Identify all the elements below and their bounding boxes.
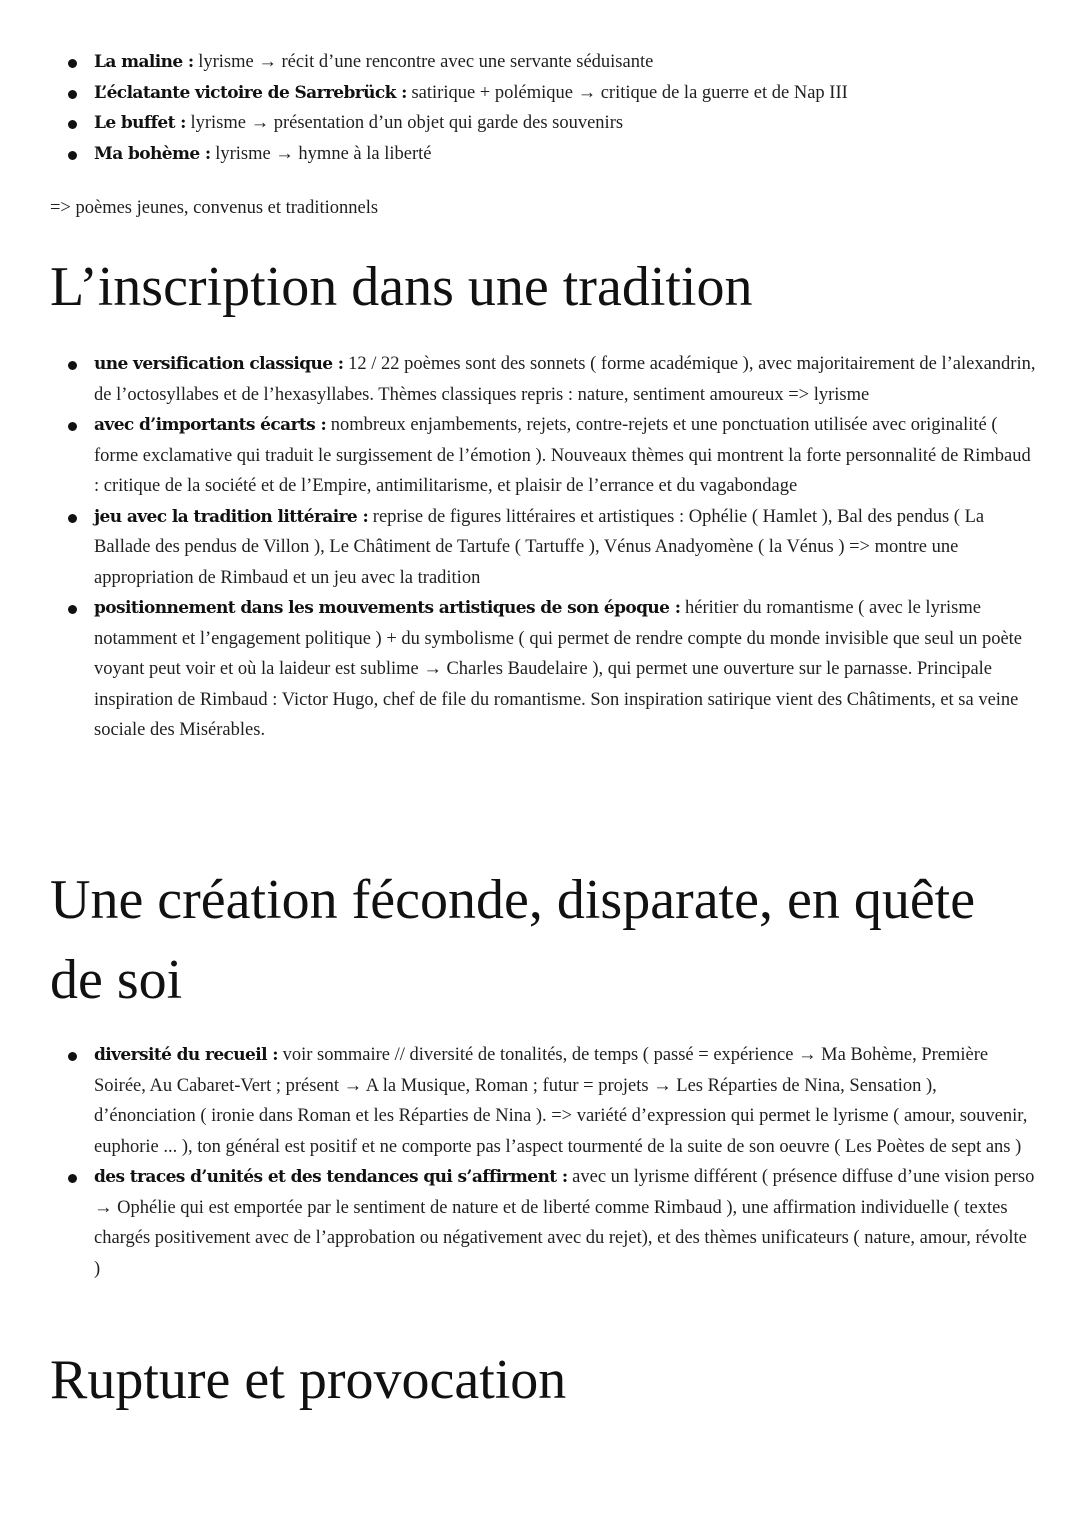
item-text: reprise de figures littéraires et artistiques : Ophélie ( Hamlet ), Bal des pendus ( La Ballade des pendus de Villon ), Le Châtiment de Tartufe ( Tartuffe ), Vénus Anadyomène ( la Vénus ) => montre une appropriation de Rimbaud et un jeu avec la tradition [94,506,985,588]
intro-conclusion: => poèmes jeunes, convenus et traditionnels [50,198,379,218]
item-text: héritier du romantisme ( avec le lyrisme notamment et l’engagement politique ) + du symbolisme ( qui permet de rendre compte du monde invisible que seul un poète voyant peut voir et où la laideur est sublime → Charles Baudelaire ), qui permet une ouverture sur le parnasse. Principale inspiration de Rimbaud : Victor Hugo, chef de file du romantisme. Son inspiration satirique vient des Châtiments, et sa veine sociale des Misérables. [94,598,1023,740]
list-item [66,47,1036,78]
item-title: diversité du recueil : [94,1045,278,1065]
tradition-list [66,349,1036,746]
bullet-icon [68,361,77,370]
item-text: 12 / 22 poèmes sont des sonnets ( forme académique ), avec majoritairement de l’alexandrin, de l’octosyllabes et de l’hexasyllabes. Thèmes classiques repris : nature, sentiment amoureux => lyrisme [94,354,1036,405]
item-text: lyrisme → présentation d’un objet qui garde des souvenirs [185,113,624,133]
intro-poem-list [66,47,1036,169]
list-item [66,349,1036,410]
list-item [66,593,1036,746]
list-item [66,502,1036,594]
item-title: jeu avec la tradition littéraire : [94,506,369,527]
item-title: Ma bohème : [94,143,211,164]
item-title: Le buffet : [94,113,186,133]
list-item [66,410,1036,502]
section-heading-tradition: L’inscription dans une tradition [50,256,753,318]
item-title: L’éclatante victoire de Sarrebrück : [94,82,407,103]
section-heading-rupture: Rupture et provocation [50,1349,567,1411]
item-title: La maline : [94,52,194,72]
bullet-icon [68,59,77,68]
list-item [66,108,1036,139]
bullet-icon [68,605,77,614]
item-title: positionnement dans les mouvements artistiques de son époque : [94,598,681,618]
bullet-icon [68,90,77,99]
section-heading-creation: Une création féconde, disparate, en quête de soi [50,869,976,1011]
bullet-icon [68,514,77,523]
list-item [66,139,1036,170]
list-item [66,78,1036,109]
list-item [66,1162,1036,1284]
item-text: voir sommaire // diversité de tonalités, de temps ( passé = expérience → Ma Bohème, Première Soirée, Au Cabaret-Vert ; présent → A la Musique, Roman ; futur = projets → Les Réparties de Nina, Sensation ), d’énonciation ( ironie dans Roman et les Réparties de Nina ). => variété d’expression qui permet le lyrisme ( amour, souvenir, euphorie ... ), ton général est positif et ne comporte pas l’aspect tourmenté de la suite de son oeuvre ( Les Poètes de sept ans ) [94,1045,1028,1157]
bullet-icon [68,1052,77,1061]
bullet-icon [68,1174,77,1183]
item-text: nombreux enjambements, rejets, contre-rejets et une ponctuation utilisée avec originalité ( forme exclamative qui traduit le surgissement de l’émotion ). Nouveaux thèmes qui montrent la forte personnalité de Rimbaud : critique de la société et de l’Empire, antimilitarisme, et plaisir de l’errance et du vagabondage [94,415,1031,496]
item-text: lyrisme → hymne à la liberté [210,143,432,164]
item-text: avec un lyrisme différent ( présence diffuse d’une vision perso → Ophélie qui est emportée par le sentiment de nature et de liberté comme Rimbaud ), une affirmation individuelle ( textes chargés positivement avec de l’approbation ou négativement avec du rejet), et des thèmes unificateurs ( nature, amour, révolte ) [94,1167,1035,1279]
bullet-icon [68,120,77,129]
item-text: lyrisme → récit d’une rencontre avec une servante séduisante [193,52,654,72]
creation-list [66,1040,1036,1284]
bullet-icon [68,151,77,160]
item-title: avec d’importants écarts : [94,415,327,435]
list-item [66,1040,1036,1162]
item-title: une versification classique : [94,354,344,374]
item-title: des traces d’unités et des tendances qui s’affirment : [94,1167,568,1187]
bullet-icon [68,422,77,431]
item-text: satirique + polémique → critique de la guerre et de Nap III [406,82,848,103]
